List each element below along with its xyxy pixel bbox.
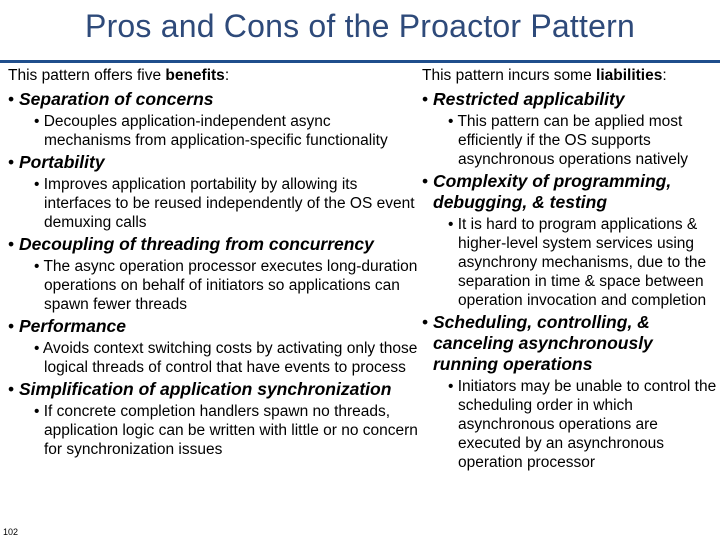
liabilities-column <box>422 66 717 474</box>
benefit-heading-text: Portability <box>19 152 105 172</box>
benefit-heading-text: Performance <box>19 316 126 336</box>
slide-title: Pros and Cons of the Proactor Pattern <box>85 8 635 44</box>
liability-detail-text: Initiators may be unable to control the scheduling order in which asynchronous operations are executed by an asynchronous operation processor <box>457 378 717 471</box>
benefit-detail: • Decouples application-independent async mechanisms from application-specific functionality <box>34 113 388 149</box>
benefits-intro-suffix: : <box>224 67 230 84</box>
benefits-intro-prefix: This pattern offers five <box>8 67 166 84</box>
benefit-detail: • The async operation processor executes long-duration operations on behalf of initiators so applications can spawn fewer threads <box>34 258 418 313</box>
benefits-intro-bold: benefits <box>165 67 225 84</box>
benefit-heading-text: Decoupling of threading from concurrency <box>19 234 374 254</box>
benefit-detail-text: Improves application portability by allowing its interfaces to be reused independently of the OS event demuxing calls <box>43 176 415 231</box>
benefit-heading-text: Separation of concerns <box>19 89 214 109</box>
benefit-heading: • Separation of concerns <box>8 89 214 109</box>
liabilities-intro <box>422 66 717 85</box>
liability-detail: • It is hard to program applications & higher-level system services using asynchrony mechanisms, due to the separation in time & space between operation invocation and completion <box>448 216 707 309</box>
liability-detail: • This pattern can be applied most efficiently if the OS supports asynchronous operations natively <box>448 113 689 168</box>
slide-number: 102 <box>3 527 19 537</box>
liability-heading: • Restricted applicability <box>422 89 625 109</box>
title-divider <box>0 60 720 63</box>
benefit-heading-text: Simplification of application synchronization <box>19 379 392 399</box>
benefit-detail: • Improves application portability by allowing its interfaces to be reused independently of the OS event demuxing calls <box>34 176 415 231</box>
benefits-intro <box>8 66 420 85</box>
benefit-detail-text: Decouples application-independent async mechanisms from application-specific functionality <box>43 113 388 149</box>
benefit-detail-text: The async operation processor executes long-duration operations on behalf of initiators so applications can spawn fewer threads <box>43 258 418 313</box>
benefit-detail-text: Avoids context switching costs by activating only those logical threads of control that have events to process <box>42 340 418 376</box>
liability-detail: • Initiators may be unable to control the scheduling order in which asynchronous operations are executed by an asynchronous operation processor <box>448 378 717 471</box>
benefits-column <box>8 66 420 461</box>
liability-heading: • Scheduling, controlling, & canceling asynchronously running operations <box>422 312 653 374</box>
liability-heading-text: Complexity of programming, debugging, & testing <box>433 171 672 212</box>
liability-heading-text: Scheduling, controlling, & canceling asynchronously running operations <box>433 312 653 374</box>
liabilities-intro-suffix: : <box>662 67 667 84</box>
benefit-heading: • Simplification of application synchronization <box>8 379 392 399</box>
liabilities-intro-bold: liabilities <box>596 67 663 84</box>
liability-heading: • Complexity of programming, debugging, & testing <box>422 171 672 212</box>
liability-heading-text: Restricted applicability <box>433 89 625 109</box>
benefit-detail: • If concrete completion handlers spawn no threads, application logic can be written with little or no concern for synchronization issues <box>34 403 418 458</box>
benefit-heading: • Performance <box>8 316 126 336</box>
benefit-detail-text: If concrete completion handlers spawn no threads, application logic can be written with little or no concern for synchronization issues <box>43 403 418 458</box>
liability-detail-text: It is hard to program applications & higher-level system services using asynchrony mechanisms, due to the separation in time & space between operation invocation and completion <box>457 216 707 309</box>
liability-detail-text: This pattern can be applied most efficiently if the OS supports asynchronous operations natively <box>457 113 689 168</box>
benefit-heading: • Decoupling of threading from concurrency <box>8 234 374 254</box>
liabilities-intro-prefix: This pattern incurs some <box>422 67 597 84</box>
benefit-heading: • Portability <box>8 152 105 172</box>
benefit-detail: • Avoids context switching costs by activating only those logical threads of control that have events to process <box>34 340 418 376</box>
